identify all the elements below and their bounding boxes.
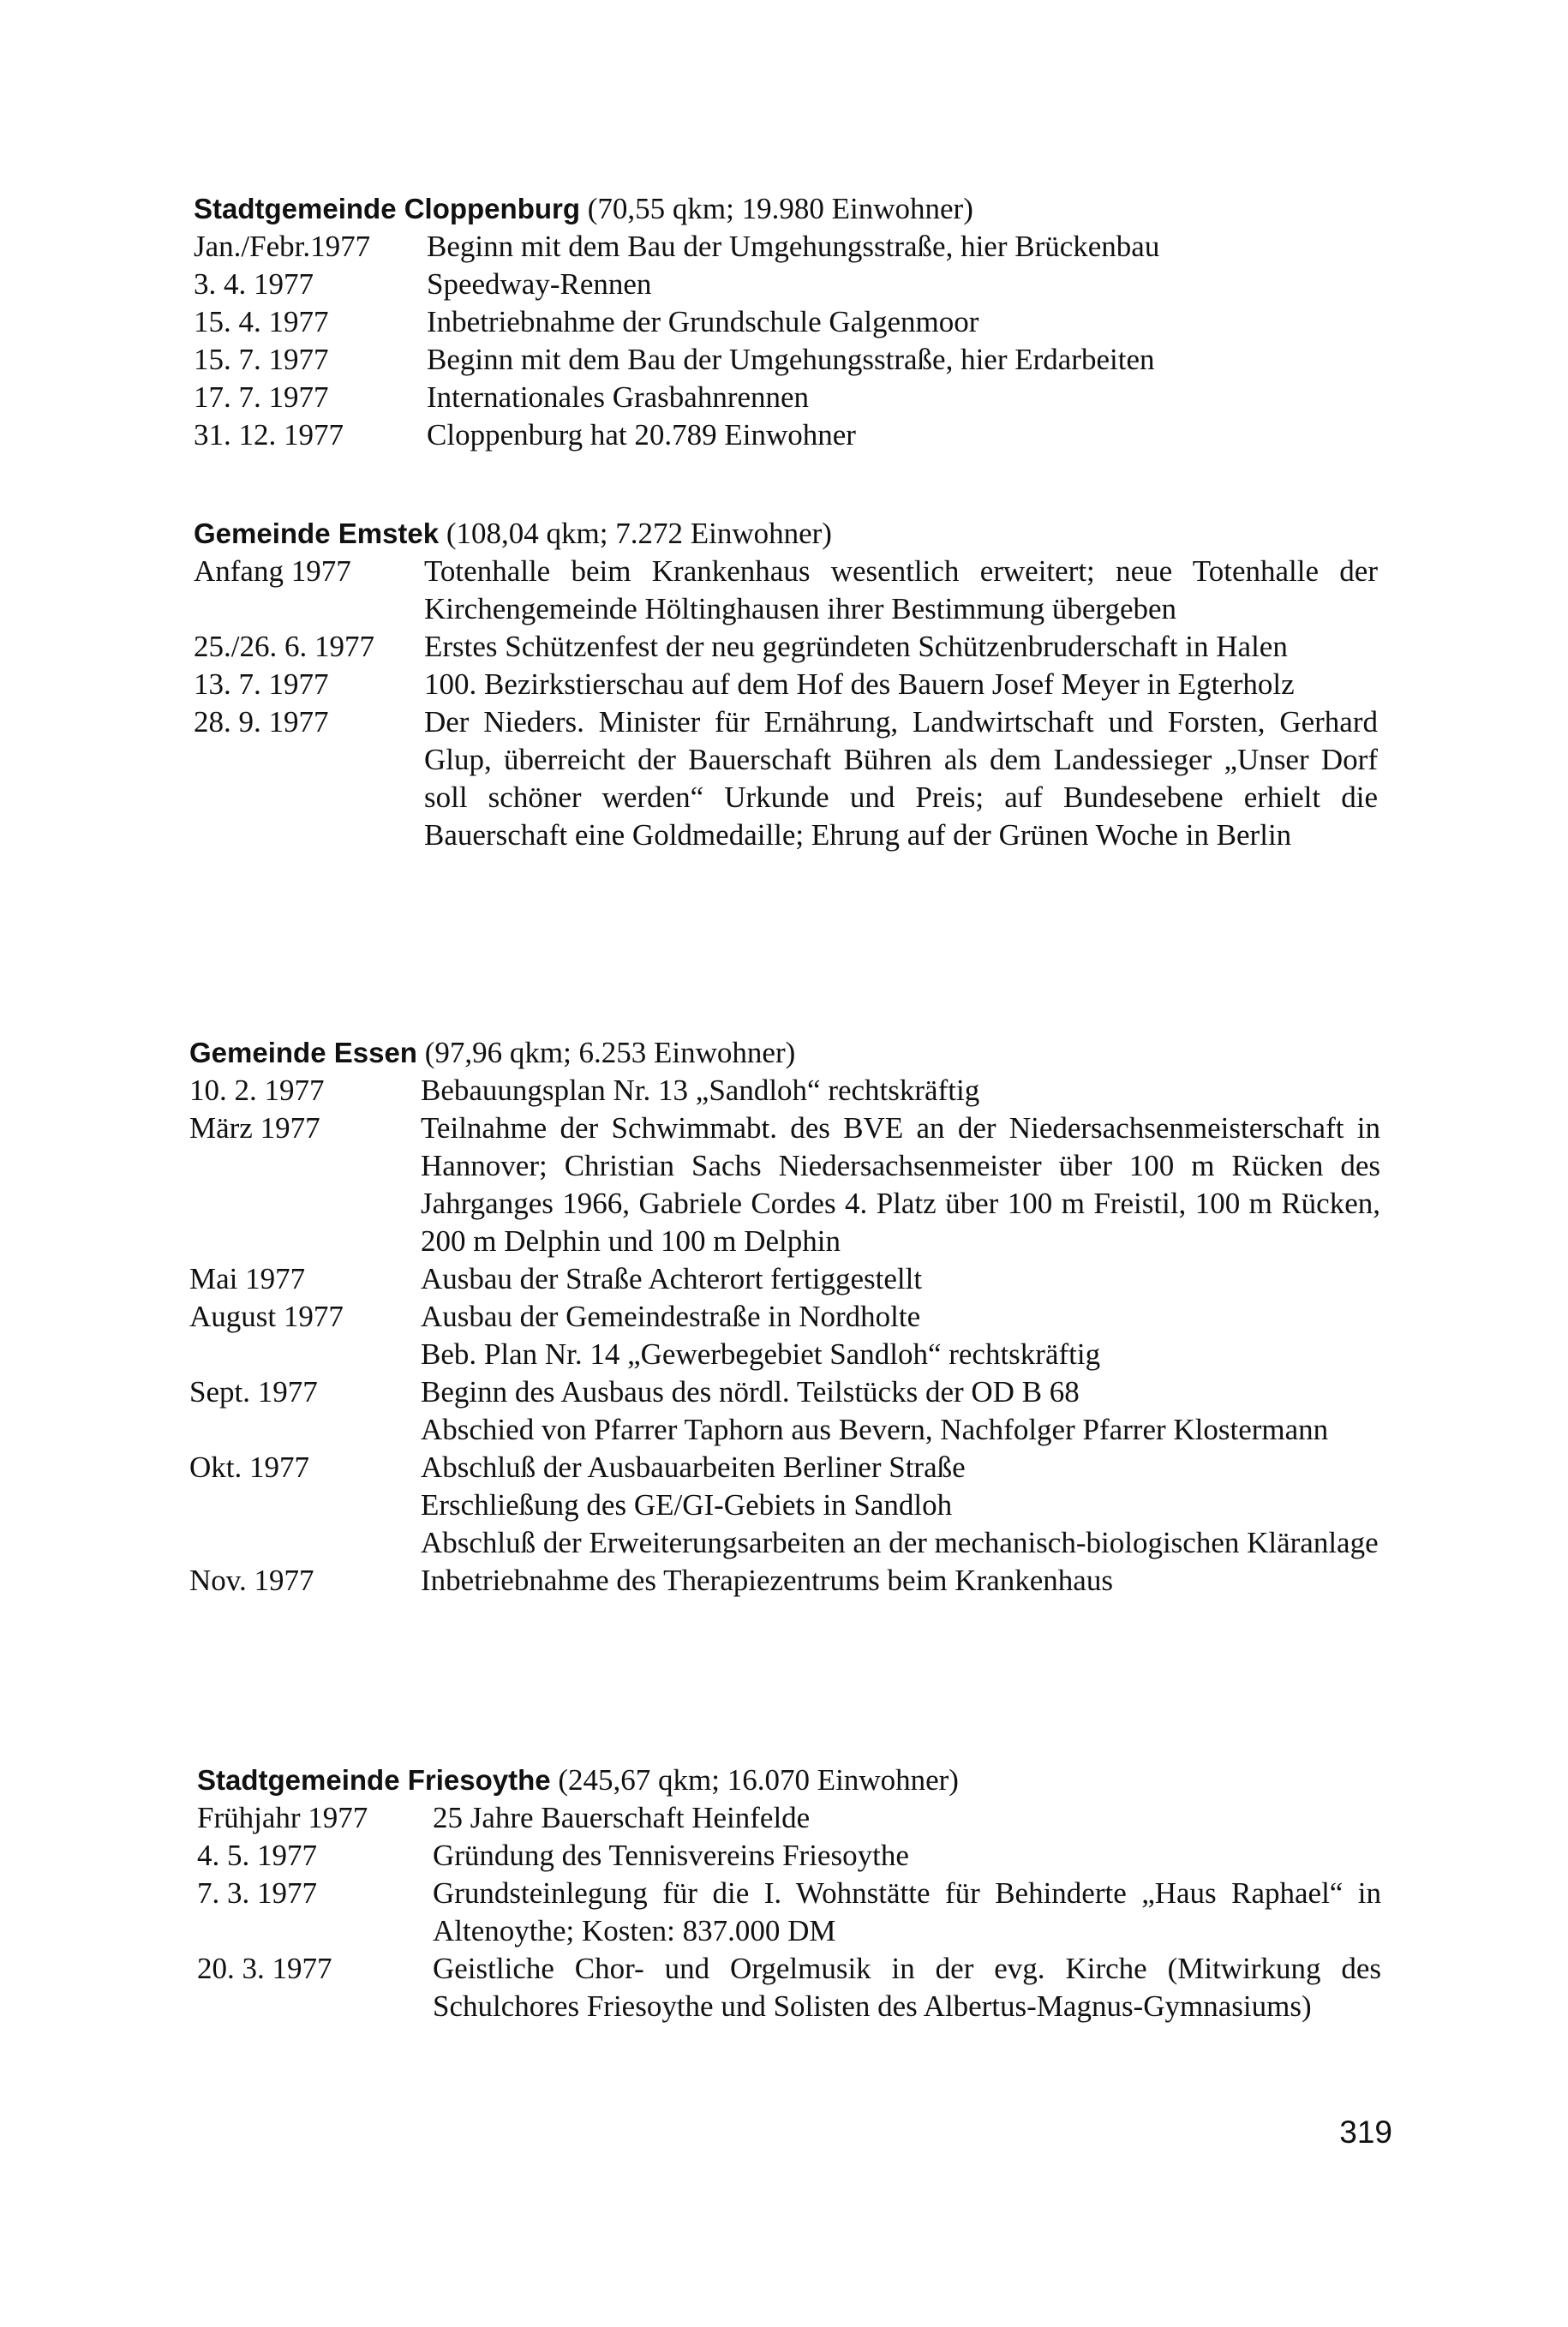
- section-heading: [194, 515, 1378, 553]
- chronicle-list: [197, 1799, 1381, 2025]
- entry-text: Internationales Grasbahnrennen: [427, 380, 810, 414]
- section-heading-details: (97,96 qkm; 6.253 Einwohner): [416, 1036, 796, 1069]
- chronicle-list: [194, 228, 1376, 454]
- entry-text: 100. Bezirkstierschau auf dem Hof des Bauern Josef Meyer in Egterholz: [424, 667, 1295, 701]
- chronicle-entry: [194, 228, 1376, 266]
- entry-text: Erstes Schützenfest der neu gegründeten Schützenbruderschaft in Halen: [424, 630, 1288, 663]
- chronicle-entry: [189, 1260, 1380, 1298]
- entry-date: Mai 1977: [189, 1262, 306, 1295]
- entry-date: Nov. 1977: [189, 1564, 314, 1597]
- entry-text: Abschluß der Ausbauarbeiten Berliner Straße: [421, 1451, 966, 1484]
- entry-text: Ausbau der Gemeindestraße in Nordholte: [421, 1300, 921, 1333]
- chronicle-list: [194, 553, 1378, 854]
- chronicle-entry: [194, 553, 1378, 628]
- entry-text: Inbetriebnahme der Grundschule Galgenmoor: [427, 305, 979, 338]
- section-heading-name: Stadtgemeinde Cloppenburg: [194, 193, 581, 224]
- section-heading: [189, 1034, 1380, 1072]
- section-heading-name: Stadtgemeinde Friesoythe: [197, 1764, 551, 1796]
- section-essen: [189, 1034, 1380, 1600]
- chronicle-entry: [189, 1449, 1380, 1487]
- entry-text: Erschließung des GE/GI-Gebiets in Sandloh: [421, 1488, 953, 1522]
- entry-text: Gründung des Tennisvereins Friesoythe: [433, 1839, 909, 1872]
- chronicle-entry: [194, 341, 1376, 379]
- entry-date: 20. 3. 1977: [197, 1952, 332, 1985]
- entry-date: Anfang 1977: [194, 554, 351, 588]
- entry-date: 10. 2. 1977: [189, 1074, 325, 1107]
- entry-date: 17. 7. 1977: [194, 380, 329, 414]
- entry-text: Bebauungsplan Nr. 13 „Sandloh“ rechtskräftig: [421, 1074, 980, 1107]
- chronicle-entry: [189, 1298, 1380, 1336]
- entry-date: 15. 7. 1977: [194, 343, 329, 376]
- section-heading-details: (108,04 qkm; 7.272 Einwohner): [439, 517, 832, 550]
- chronicle-entry: [194, 379, 1376, 416]
- chronicle-entry: [194, 666, 1378, 703]
- chronicle-entry: [189, 1336, 1380, 1373]
- entry-text: Abschluß der Erweiterungsarbeiten an der mechanisch-biologischen Kläranlage: [421, 1526, 1379, 1559]
- entry-text: Grundsteinlegung für die I. Wohnstätte für Behinderte „Haus Raphael“ in Altenoythe; Kosten: 837.000 DM: [433, 1876, 1381, 1947]
- entry-date: 28. 9. 1977: [194, 705, 329, 739]
- entry-text: Geistliche Chor- und Orgelmusik in der evg. Kirche (Mitwirkung des Schulchores Friesoythe und Solisten des Albertus-Magnus-Gymnasiums): [433, 1952, 1381, 2023]
- entry-date: Sept. 1977: [189, 1375, 318, 1409]
- section-heading-details: (70,55 qkm; 19.980 Einwohner): [580, 192, 973, 225]
- chronicle-entry: [197, 1837, 1381, 1875]
- chronicle-entry: [194, 628, 1378, 666]
- chronicle-entry: [189, 1562, 1380, 1600]
- entry-text: Inbetriebnahme des Therapiezentrums beim Krankenhaus: [421, 1564, 1113, 1597]
- section-heading: [194, 190, 1376, 228]
- section-cloppenburg: [194, 190, 1376, 454]
- chronicle-entry: [194, 703, 1378, 854]
- entry-date: 15. 4. 1977: [194, 305, 329, 338]
- entry-date: August 1977: [189, 1300, 344, 1333]
- entry-date: 3. 4. 1977: [194, 267, 314, 301]
- entry-text: Abschied von Pfarrer Taphorn aus Bevern, Nachfolger Pfarrer Klostermann: [421, 1413, 1329, 1446]
- entry-date: März 1977: [189, 1111, 320, 1145]
- entry-date: 13. 7. 1977: [194, 667, 329, 701]
- section-heading-name: Gemeinde Essen: [189, 1037, 417, 1068]
- entry-date: 25./26. 6. 1977: [194, 630, 374, 663]
- entry-date: Okt. 1977: [189, 1451, 309, 1484]
- entry-text: Beginn des Ausbaus des nördl. Teilstücks der OD B 68: [421, 1375, 1080, 1409]
- chronicle-entry: [189, 1072, 1380, 1110]
- entry-text: 25 Jahre Bauerschaft Heinfelde: [433, 1801, 811, 1834]
- entry-text: Beginn mit dem Bau der Umgehungsstraße, hier Erdarbeiten: [427, 343, 1155, 376]
- chronicle-list: [189, 1072, 1380, 1600]
- chronicle-entry: [189, 1110, 1380, 1260]
- entry-text: Teilnahme der Schwimmabt. des BVE an der Niedersachsenmeisterschaft in Hannover; Christian Sachs Niedersachsenmeister über 100 m Rücken des Jahrganges 1966, Gabriele Cordes 4. Platz über 100 m Freistil, 100 m Rücken, 200 m Delphin und 100 m Delphin: [421, 1111, 1380, 1258]
- entry-text: Ausbau der Straße Achterort fertiggestellt: [421, 1262, 923, 1295]
- entry-text: Der Nieders. Minister für Ernährung, Landwirtschaft und Forsten, Gerhard Glup, überreicht der Bauerschaft Bühren als dem Landessieger „Unser Dorf soll schöner werden“ Urkunde und Preis; auf Bundesebene erhielt die Bauerschaft eine Goldmedaille; Ehrung auf der Grünen Woche in Berlin: [424, 705, 1378, 852]
- chronicle-entry: [197, 1875, 1381, 1950]
- page-number: 319: [1339, 2115, 1392, 2150]
- section-heading: [197, 1762, 1381, 1799]
- entry-text: Speedway-Rennen: [427, 267, 652, 301]
- chronicle-entry: [194, 266, 1376, 303]
- chronicle-entry: [194, 303, 1376, 341]
- section-friesoythe: [197, 1762, 1381, 2025]
- chronicle-entry: [197, 1950, 1381, 2025]
- section-heading-name: Gemeinde Emstek: [194, 517, 440, 549]
- chronicle-entry: [189, 1487, 1380, 1524]
- entry-text: Beginn mit dem Bau der Umgehungsstraße, hier Brückenbau: [427, 230, 1160, 263]
- entry-date: 31. 12. 1977: [194, 418, 344, 452]
- chronicle-entry: [194, 416, 1376, 454]
- entry-date: 4. 5. 1977: [197, 1839, 317, 1872]
- entry-date: 7. 3. 1977: [197, 1876, 317, 1910]
- chronicle-entry: [189, 1524, 1380, 1562]
- chronicle-entry: [189, 1373, 1380, 1411]
- chronicle-entry: [189, 1411, 1380, 1449]
- entry-text: Beb. Plan Nr. 14 „Gewerbegebiet Sandloh“ rechtskräftig: [421, 1337, 1101, 1371]
- chronicle-entry: [197, 1799, 1381, 1837]
- section-emstek: [194, 515, 1378, 854]
- section-heading-details: (245,67 qkm; 16.070 Einwohner): [550, 1763, 959, 1797]
- entry-text: Totenhalle beim Krankenhaus wesentlich erweitert; neue Totenhalle der Kirchengemeinde Höltinghausen ihrer Bestimmung übergeben: [424, 554, 1378, 625]
- entry-date: Jan./Febr.1977: [194, 230, 371, 263]
- entry-date: Frühjahr 1977: [197, 1801, 368, 1834]
- entry-text: Cloppenburg hat 20.789 Einwohner: [427, 418, 856, 452]
